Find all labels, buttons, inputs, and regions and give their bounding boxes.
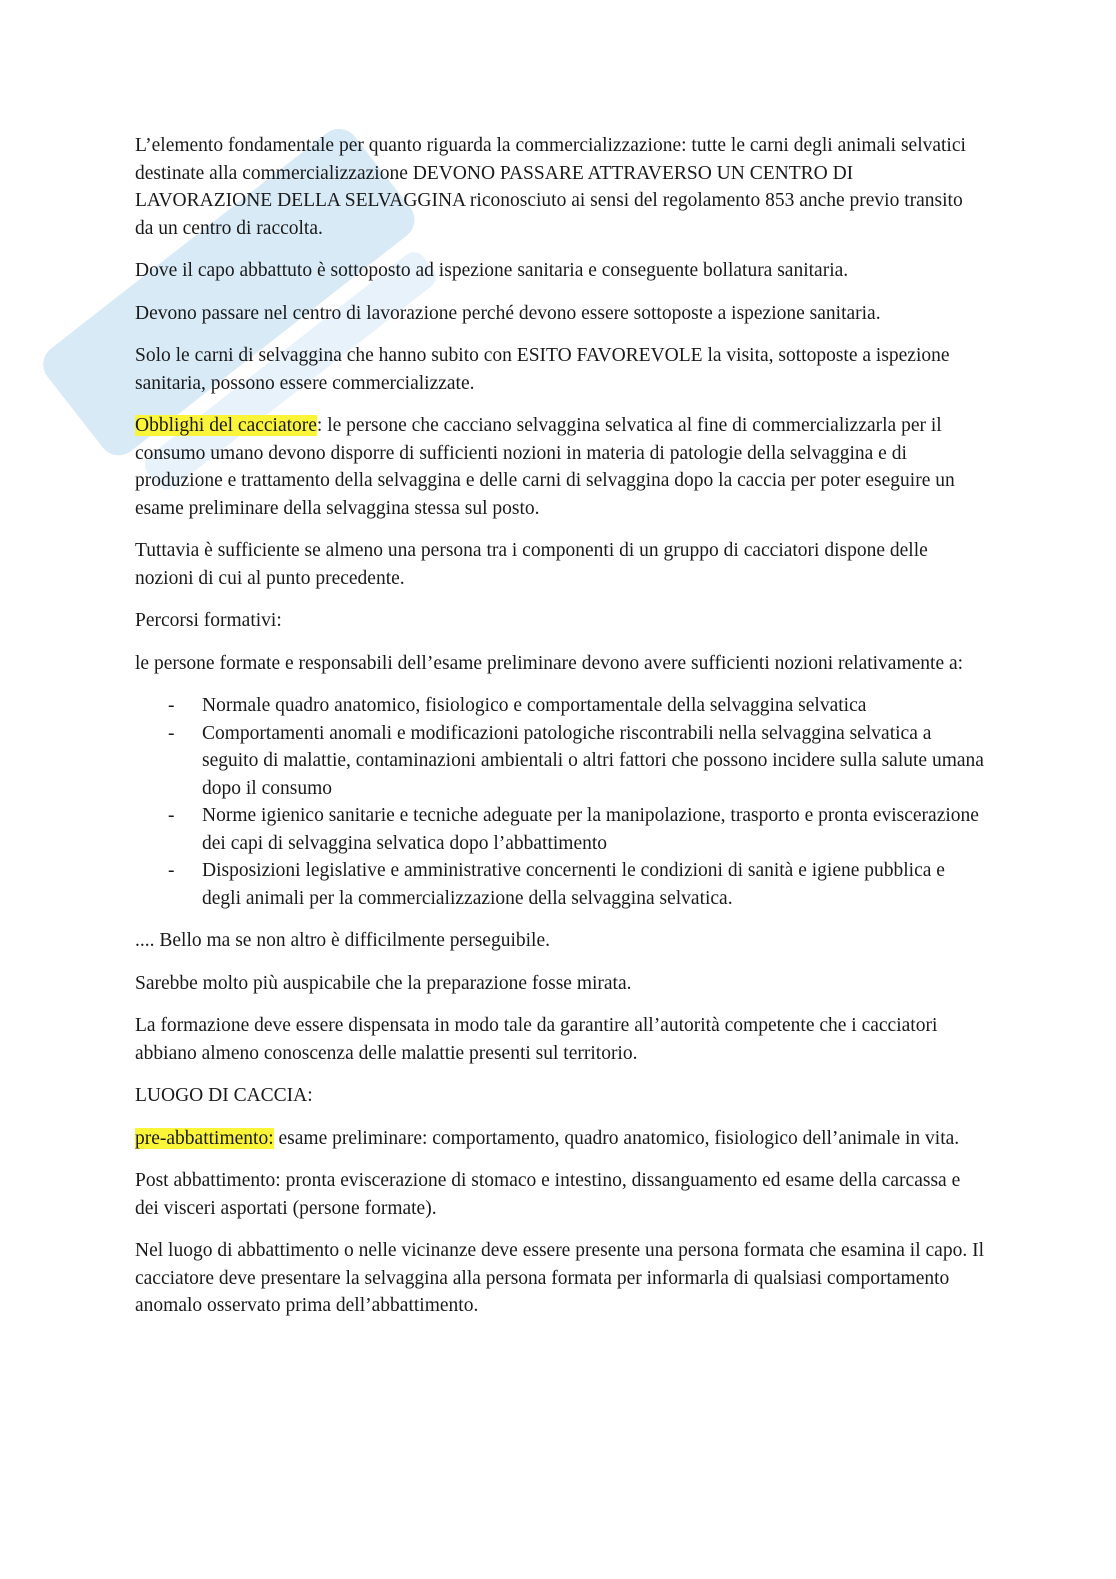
list-item	[135, 857, 985, 912]
section-heading-luogo-caccia: LUOGO DI CACCIA:	[135, 1085, 313, 1106]
paragraph-obblighi-text: : le persone che cacciano selvaggina selvatica al fine di commercializzarla per il consumo umano devono disporre di sufficienti nozioni in materia di patologie della selvaggina e di produzione e trattamento della selvaggina e delle carni di selvaggina dopo la caccia per poter eseguire un esame preliminare della selvaggina stessa sul posto.	[135, 415, 955, 519]
paragraph-bello: .... Bello ma se non altro è difficilmente perseguibile.	[135, 930, 550, 951]
highlight-pre-abbattimento: pre-abbattimento:	[135, 1127, 274, 1149]
list-item-text: Comportamenti anomali e modificazioni patologiche riscontrabili nella selvaggina selvatica a seguito di malattie, contaminazioni ambientali o altri fattori che possono incidere sulla salute umana dopo il consumo	[202, 722, 984, 799]
paragraph-percorsi: Percorsi formativi:	[135, 610, 282, 631]
list-item	[135, 692, 985, 720]
list-item	[135, 802, 985, 857]
paragraph-pre-abbattimento-text: esame preliminare: comportamento, quadro anatomico, fisiologico dell’animale in vita.	[273, 1127, 960, 1149]
list-item	[135, 720, 985, 803]
paragraph-commercializzazione: L’elemento fondamentale per quanto riguarda la commercializzazione: tutte le carni degli animali selvatici destinate alla commercializzazione DEVONO PASSARE ATTRAVERSO UN CENTRO DI LAVORAZIONE DELLA SELVAGGINA riconosciuto ai sensi del regolamento 853 anche previo transito da un centro di raccolta.	[135, 135, 966, 239]
paragraph-pre-abbattimento	[135, 1125, 985, 1153]
dash-marker: -	[168, 695, 175, 716]
dash-marker: -	[168, 860, 175, 881]
paragraph-obblighi	[135, 412, 985, 522]
list-item-text: Normale quadro anatomico, fisiologico e comportamentale della selvaggina selvatica	[202, 695, 867, 716]
paragraph-centro-lavorazione: Devono passare nel centro di lavorazione perché devono essere sottoposte a ispezione sanitaria.	[135, 302, 881, 324]
list-item-text: Norme igienico sanitarie e tecniche adeguate per la manipolazione, trasporto e pronta eviscerazione dei capi di selvaggina selvatica dopo l’abbattimento	[202, 805, 979, 854]
list-item-text: Disposizioni legislative e amministrative concernenti le condizioni di sanità e igiene pubblica e degli animali per la commercializzazione della selvaggina selvatica.	[202, 860, 945, 909]
dash-marker: -	[168, 805, 175, 826]
paragraph-auspicabile: Sarebbe molto più auspicabile che la preparazione fosse mirata.	[135, 972, 632, 994]
paragraph-esito-favorevole: Solo le carni di selvaggina che hanno subito con ESITO FAVOREVOLE la visita, sottoposte a ispezione sanitaria, possono essere commercializzate.	[135, 345, 950, 394]
paragraph-formazione: La formazione deve essere dispensata in modo tale da garantire all’autorità competente che i cacciatori abbiano almeno conoscenza delle malattie presenti sul territorio.	[135, 1015, 938, 1064]
document-page	[135, 132, 985, 1335]
highlight-obblighi: Obblighi del cacciatore	[135, 415, 317, 436]
paragraph-persone-formate: le persone formate e responsabili dell’esame preliminare devono avere sufficienti nozioni relativamente a:	[135, 652, 964, 674]
paragraph-luogo-abbattimento: Nel luogo di abbattimento o nelle vicinanze deve essere presente una persona formata che esamina il capo. Il cacciatore deve presentare la selvaggina alla persona formata per informarla di qualsiasi comportamento anomalo osservato prima dell’abbattimento.	[135, 1240, 984, 1316]
dash-marker: -	[168, 722, 175, 744]
nozioni-list	[135, 692, 985, 912]
paragraph-ispezione: Dove il capo abbattuto è sottoposto ad ispezione sanitaria e conseguente bollatura sanitaria.	[135, 260, 849, 281]
paragraph-post-abbattimento: Post abbattimento: pronta eviscerazione di stomaco e intestino, dissanguamento ed esame della carcassa e dei visceri asportati (persone formate).	[135, 1170, 961, 1219]
paragraph-tuttavia: Tuttavia è sufficiente se almeno una persona tra i componenti di un gruppo di cacciatori dispone delle nozioni di cui al punto precedente.	[135, 540, 928, 589]
